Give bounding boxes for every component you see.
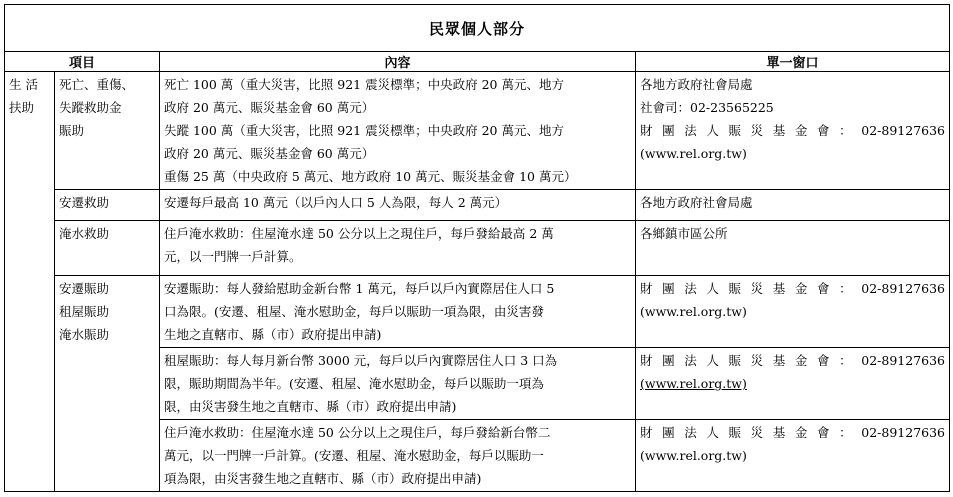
content-line: 限，賑助期間為半年。(安遷、租屋、淹水慰助金，每戶以賑助一項為 bbox=[164, 376, 544, 391]
content-line: 住戶淹水救助：住屋淹水達 50 公分以上之現住戶，每戶發給最高 2 萬 bbox=[164, 226, 554, 241]
content-line: 項為限，由災害發生地之直轄市、縣（市）政府提出申請) bbox=[164, 471, 482, 486]
window-cell bbox=[636, 420, 950, 492]
content-line: 安遷賑助：每人發給慰助金新台幣 1 萬元，每戶以戶內實際居住人口 5 bbox=[164, 281, 555, 296]
item-label: 淹水賑助 bbox=[59, 327, 110, 342]
window-line: (www.rel.org.tw) bbox=[640, 448, 747, 463]
content-cell bbox=[160, 276, 636, 348]
window-line: 社會司：02-23565225 bbox=[640, 100, 774, 115]
content-line: 失蹤 100 萬（重大災害，比照 921 震災標準；中央政府 20 萬元、地方 bbox=[164, 123, 564, 138]
website-link[interactable]: (www.rel.org.tw) bbox=[640, 376, 747, 391]
content-line: 口為限。(安遷、租屋、淹水慰助金，每戶以賑助一項為限，由災害發 bbox=[164, 304, 544, 319]
window-line: (www.rel.org.tw) bbox=[640, 304, 747, 319]
category-label: 生 活 bbox=[9, 77, 38, 92]
item-label: 安遷救助 bbox=[59, 195, 110, 210]
content-line: 住戶淹水救助：住屋淹水達 50 公分以上之現住戶，每戶發給新台幣二 bbox=[164, 425, 551, 440]
content-cell bbox=[160, 348, 636, 420]
content-line: 重傷 25 萬（中央政府 5 萬元、地方政府 10 萬元、賑災基金會 10 萬元） bbox=[164, 169, 577, 184]
item-label: 賑助 bbox=[59, 123, 85, 138]
window-cell bbox=[636, 190, 950, 221]
item-label: 租屋賑助 bbox=[59, 304, 110, 319]
category-label: 扶助 bbox=[9, 100, 35, 115]
window-line bbox=[640, 372, 945, 395]
content-line: 政府 20 萬元、賑災基金會 60 萬元） bbox=[164, 146, 375, 161]
content-line: 政府 20 萬元、賑災基金會 60 萬元） bbox=[164, 100, 375, 115]
item-cell bbox=[55, 221, 160, 276]
content-cell bbox=[160, 420, 636, 492]
window-line: 財 團 法 人 賑 災 基 金 會 ： 02-89127636 bbox=[640, 425, 946, 440]
window-line: 各鄉鎮市區公所 bbox=[640, 226, 728, 241]
header-window: 單一窗口 bbox=[636, 52, 950, 72]
content-line: 生地之直轄市、縣（市）政府提出申請) bbox=[164, 327, 382, 342]
window-line: 各地方政府社會局處 bbox=[640, 77, 753, 92]
item-label: 死亡、重傷、 bbox=[59, 77, 135, 92]
content-line: 元，以一門牌一戶計算。 bbox=[164, 249, 302, 264]
item-cell bbox=[55, 276, 160, 492]
item-cell bbox=[55, 72, 160, 190]
window-cell bbox=[636, 276, 950, 348]
window-line: 財 團 法 人 賑 災 基 金 會 ： 02-89127636 bbox=[640, 353, 946, 368]
content-line: 租屋賑助：每人每月新台幣 3000 元，每戶以戶內實際居住人口 3 口為 bbox=[164, 353, 558, 368]
window-cell bbox=[636, 348, 950, 420]
item-label: 失蹤救助金 bbox=[59, 100, 122, 115]
category-cell bbox=[5, 72, 55, 492]
window-cell bbox=[636, 72, 950, 190]
header-content: 內容 bbox=[160, 52, 636, 72]
content-cell bbox=[160, 72, 636, 190]
table-title: 民眾個人部分 bbox=[5, 5, 950, 52]
content-line: 死亡 100 萬（重大災害，比照 921 震災標準；中央政府 20 萬元、地方 bbox=[164, 77, 564, 92]
item-cell bbox=[55, 190, 160, 221]
content-cell bbox=[160, 190, 636, 221]
window-line: 各地方政府社會局處 bbox=[640, 195, 753, 210]
window-line: 財 團 法 人 賑 災 基 金 會 ： 02-89127636 bbox=[640, 281, 946, 296]
window-line: 財 團 法 人 賑 災 基 金 會 ： 02-89127636 bbox=[640, 123, 946, 138]
window-cell bbox=[636, 221, 950, 276]
item-label: 安遷賑助 bbox=[59, 281, 110, 296]
item-label: 淹水救助 bbox=[59, 226, 110, 241]
content-line: 安遷每戶最高 10 萬元（以戶內人口 5 人為限，每人 2 萬元） bbox=[164, 195, 508, 210]
content-line: 萬元，以一門牌一戶計算。(安遷、租屋、淹水慰助金，每戶以賑助一 bbox=[164, 448, 544, 463]
header-item: 項目 bbox=[5, 52, 160, 72]
window-line: (www.rel.org.tw) bbox=[640, 146, 747, 161]
relief-table bbox=[4, 4, 950, 492]
content-line: 限，由災害發生地之直轄市、縣（市）政府提出申請) bbox=[164, 399, 457, 414]
content-cell bbox=[160, 221, 636, 276]
